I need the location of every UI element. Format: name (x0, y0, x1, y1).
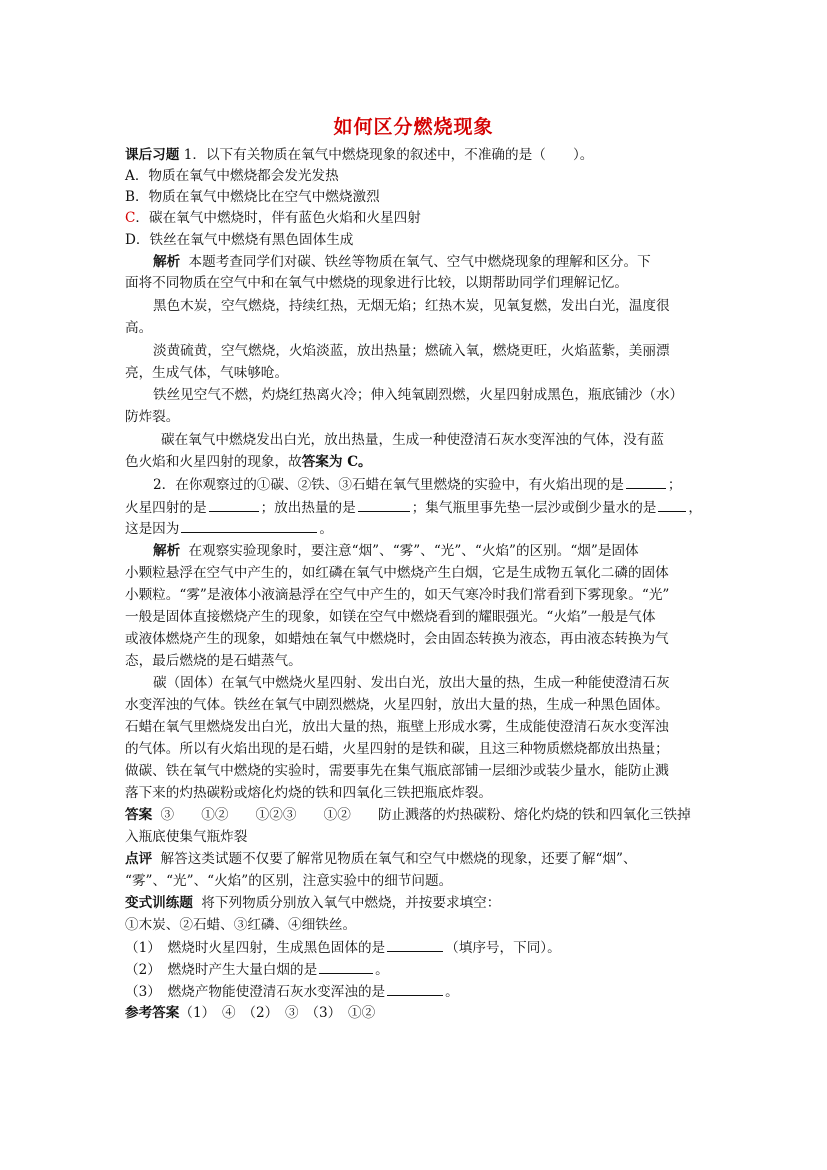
q3-sub-2-end: 。 (375, 962, 389, 978)
q2-blank-flame[interactable] (626, 474, 666, 489)
page-title: 如何区分燃烧现象 (333, 116, 494, 138)
q3-reference-answer (125, 1003, 375, 1023)
q2-answer-label: 答案 (125, 807, 153, 823)
q2-analysis-text-1: 在观察实验现象时，要注意“烟”、“雾”、“光”、“火焰”的区别。“烟”是固体 (188, 543, 639, 559)
q2-analysis-line-9: 石蜡在氧气里燃烧发出白光，放出大量的热，瓶壁上形成水雾，生成能使澄清石灰水变浑浊 (125, 719, 669, 735)
q3-stem-line (125, 893, 500, 913)
q2-line-3-text: 这是因为 (125, 521, 180, 537)
q3-ref-label: 参考答案 (125, 1005, 180, 1021)
q3-stem: 将下列物质分别放入氧气中燃烧，并按要求填空： (201, 895, 501, 911)
q2-line-1 (153, 474, 681, 495)
q2-analysis-line-1 (153, 541, 639, 561)
q2-line-2-end: ， (688, 500, 702, 516)
q2-answer-line-2: 入瓶底使集气瓶炸裂 (125, 829, 248, 845)
q2-analysis-label: 解析 (153, 543, 181, 559)
q3-sub-3-text: （3） 燃烧产物能使澄清石灰水变浑浊的是 (125, 984, 386, 1000)
q1-option-c (125, 208, 421, 228)
q1-carbon-line-1: 黑色木炭，空气燃烧，持续红热，无烟无焰；红热木炭，见氧复燃，发出白光，温度很 (153, 298, 670, 314)
q3-sub-2 (125, 959, 389, 980)
q1-carbon-line-2: 高。 (125, 320, 153, 336)
q3-label: 变式训练题 (125, 895, 193, 911)
q3-sub-1 (125, 937, 561, 958)
q1-conclusion-answer: 答案为 C。 (301, 454, 372, 470)
q1-stem-line (125, 145, 593, 165)
q2-line-2-text-c: ；集气瓶里事先垫一层沙或倒少量水的是 (411, 500, 657, 516)
q1-iron-line-2: 防炸裂。 (125, 409, 180, 425)
q1-analysis-label: 解析 (153, 254, 181, 270)
q1-option-a: A．物质在氧气中燃烧都会发光发热 (125, 168, 339, 184)
q1-option-b: B．物质在氧气中燃烧比在空气中燃烧激烈 (125, 189, 380, 205)
q2-analysis-line-7: 碳（固体）在氧气中燃烧火星四射、发出白光，放出大量的热，生成一种能使澄清石灰 (153, 675, 670, 691)
q1-option-d: D．铁丝在氧气中燃烧有黑色固体生成 (125, 232, 354, 248)
q2-analysis-line-4: 一般是固体直接燃烧产生的现象，如镁在空气中燃烧看到的耀眼强光。“火焰”一般是气体 (125, 609, 656, 625)
q3-sub-3-end: 。 (445, 984, 459, 1000)
q2-line-2 (125, 497, 702, 518)
q3-blank-2[interactable] (319, 959, 373, 974)
q1-sulfur-line-2: 亮，生成气体，气味够呛。 (125, 365, 289, 381)
q2-line-1-text: 2．在你观察过的①碳、②铁、③石蜡在氧气里燃烧的实验中，有火焰出现的是 (153, 477, 624, 493)
q3-blank-1[interactable] (387, 937, 443, 952)
q2-analysis-line-12: 落下来的灼热碳粉或熔化灼烧的铁和四氧化三铁把瓶底炸裂。 (125, 785, 493, 801)
q2-comment-line-2: “雾”、“光”、“火焰”的区别，注意实验中的细节问题。 (125, 873, 453, 889)
q1-iron-line-1: 铁丝见空气不燃，灼烧红热离火冷；伸入纯氧剧烈燃，火星四射成黑色，瓶底铺沙（水） (153, 387, 684, 403)
q2-analysis-line-10: 的气体。所以有火焰出现的是石蜡，火星四射的是铁和碳，且这三种物质燃烧都放出热量； (125, 741, 669, 757)
q2-blank-sand[interactable] (658, 497, 686, 512)
q1-analysis-text-1: 本题考查同学们对碳、铁丝等物质在氧气、空气中燃烧现象的理解和区分。下 (188, 254, 651, 270)
q1-sulfur-line-1: 淡黄硫黄，空气燃烧，火焰淡蓝，放出热量；燃硫入氧，燃烧更旺，火焰蓝紫，美丽漂 (153, 343, 670, 359)
q1-analysis-line-1 (153, 252, 651, 272)
q1-stem: 1．以下有关物质在氧气中燃烧现象的叙述中，不准确的是（ ）。 (183, 147, 594, 163)
q2-blank-sparks[interactable] (209, 497, 259, 512)
q1-conclusion-text: 色火焰和火星四射的现象，故 (125, 454, 302, 470)
q2-line-2-text-a: 火星四射的是 (125, 500, 207, 516)
q2-line-1-end: ； (667, 477, 682, 493)
q3-items: ①木炭、②石蜡、③红磷、④细铁丝。 (125, 917, 357, 933)
q3-blank-3[interactable] (387, 981, 443, 996)
q2-analysis-line-2: 小颗粒悬浮在空气中产生的，如红磷在氧气中燃烧产生白烟，它是生成物五氧化二磷的固体 (125, 565, 669, 581)
q2-analysis-line-3: 小颗粒。“雾”是液体小液滴悬浮在空气中产生的，如天气寒冷时我们常看到下雾现象。“光” (125, 587, 670, 603)
q2-comment-line-1 (125, 849, 637, 869)
q2-analysis-line-8: 水变浑浊的气体。铁丝在氧气中剧烈燃烧，火星四射，放出大量的热，生成一种黑色固体。 (125, 697, 669, 713)
q2-line-3-end: 。 (319, 521, 333, 537)
q2-analysis-line-5: 或液体燃烧产生的现象，如蜡烛在氧气中燃烧时，会由固态转换为液态，再由液态转换为气 (125, 631, 669, 647)
q2-analysis-line-11: 做碳、铁在氧气中燃烧的实验时，需要事先在集气瓶底部铺一层细沙或装少量水，能防止溅 (125, 763, 669, 779)
q1-option-c-letter: C (125, 210, 136, 226)
q2-answer-text-1: ③ ①② ①②③ ①② 防止溅落的灼热碳粉、熔化灼烧的铁和四氧化三铁掉 (160, 807, 691, 823)
q3-sub-2-text: （2） 燃烧时产生大量白烟的是 (125, 962, 318, 978)
q3-ref-text: （1） ④ （2） ③ （3） ①② (179, 1005, 376, 1021)
q2-comment-text-1: 解答这类试题不仅要了解常见物质在氧气和空气中燃烧的现象，还要了解“烟”、 (160, 851, 637, 867)
q2-analysis-line-6: 态，最后燃烧的是石蜡蒸气。 (125, 653, 302, 669)
q2-line-3 (125, 518, 333, 539)
q2-line-2-text-b: ；放出热量的是 (260, 500, 356, 516)
q3-sub-1-end: （填序号，下同）。 (445, 940, 561, 956)
q1-conclusion-line-2 (125, 452, 372, 472)
q1-analysis-line-2: 面将不同物质在空气中和在氧气中燃烧的现象进行比较，以期帮助同学们理解记忆。 (125, 275, 628, 291)
q2-comment-label: 点评 (125, 851, 153, 867)
q2-answer-line-1 (125, 805, 691, 825)
q2-blank-heat[interactable] (358, 497, 410, 512)
q3-sub-3 (125, 981, 459, 1002)
q1-option-c-text: ．碳在氧气中燃烧时，伴有蓝色火焰和火星四射 (135, 210, 421, 226)
q3-sub-1-text: （1） 燃烧时火星四射，生成黑色固体的是 (125, 940, 386, 956)
q1-conclusion-line-1: 碳在氧气中燃烧发出白光，放出热量，生成一种使澄清石灰水变浑浊的气体，没有蓝 (161, 432, 664, 448)
q1-label: 课后习题 (125, 147, 180, 163)
q2-blank-reason[interactable] (181, 518, 317, 533)
